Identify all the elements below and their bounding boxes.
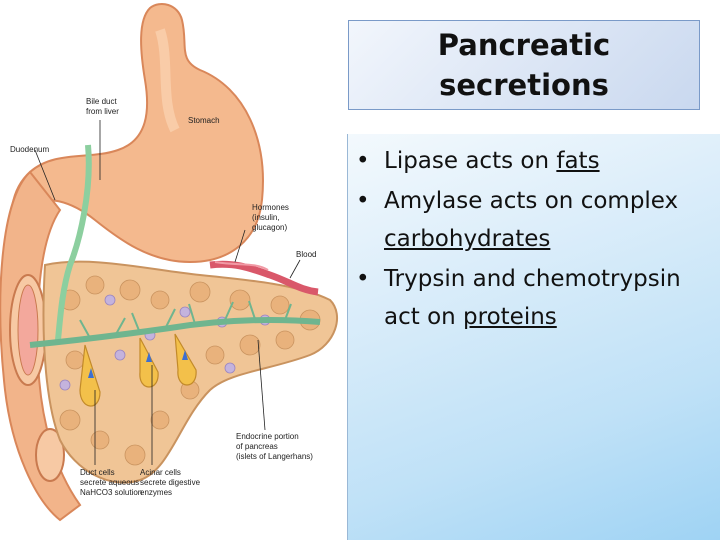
duodenum-label: Duodenum xyxy=(10,145,50,154)
endocrine-label: Endocrine portion of pancreas (islets of Langerhans) xyxy=(236,432,313,461)
underlined-term-proteins: proteins xyxy=(463,304,557,330)
pancreas-illustration xyxy=(0,0,340,540)
slide-title: Pancreatic secretions xyxy=(437,28,611,102)
bullet-icon: • xyxy=(356,188,370,214)
bullet-trypsin xyxy=(354,260,720,336)
content-box xyxy=(347,134,720,540)
bullet-text: Lipase acts on xyxy=(384,148,557,174)
bullet-text: Trypsin and chemotrypsin act on xyxy=(384,266,681,330)
bullet-text: Amylase acts on complex xyxy=(384,188,679,214)
duct-cells-label: Duct cells secrete aqueous NaHCO3 solution xyxy=(80,468,143,497)
bullet-amylase xyxy=(354,182,720,258)
underlined-term-fats: fats xyxy=(556,148,600,174)
acinar-cells-label: Acinar cells secrete digestive enzymes xyxy=(140,468,201,497)
stomach-label: Stomach xyxy=(188,116,220,125)
hormones-label: Hormones (insulin, glucagon) xyxy=(252,203,289,232)
title-box xyxy=(348,20,700,110)
bile-duct-label: Bile duct from liver xyxy=(86,97,119,116)
blood-label: Blood xyxy=(296,250,317,259)
bullet-lipase xyxy=(354,142,720,180)
bullet-icon: • xyxy=(356,148,370,174)
underlined-term-carbohydrates: carbohydrates xyxy=(384,226,551,252)
bullet-icon: • xyxy=(356,266,370,292)
bullet-list xyxy=(348,134,720,336)
